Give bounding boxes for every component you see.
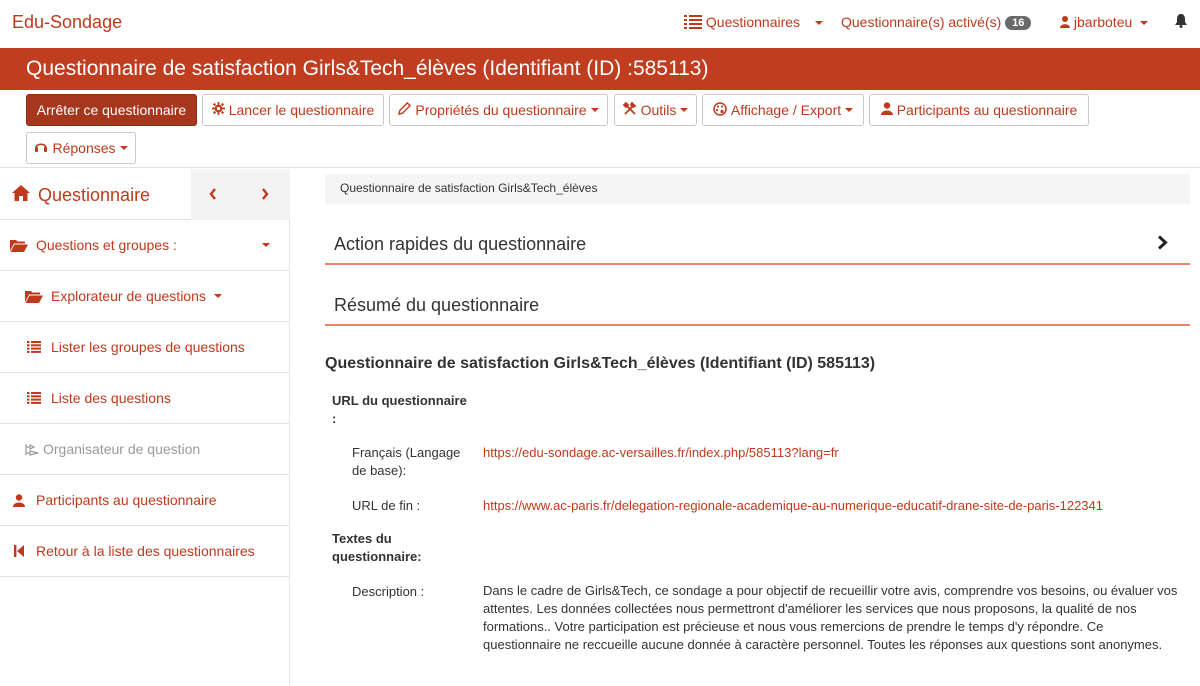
survey-toolbar [0, 90, 1200, 168]
launch-survey-label: Lancer le questionnaire [228, 102, 375, 118]
tools-button[interactable] [614, 94, 697, 126]
language-label-line1: Français (Langage [352, 445, 461, 460]
sidebar-item-label: Lister les groupes de questions [51, 339, 245, 355]
bell-icon[interactable] [1175, 14, 1187, 31]
end-url-label: URL de fin : [352, 498, 421, 513]
sidebar-item-label: Organisateur de question [43, 441, 201, 457]
user-name: jbarboteu [1073, 14, 1133, 30]
sidebar-title-label: Questionnaire [38, 185, 151, 205]
summary-panel-header [325, 283, 1190, 326]
surveys-menu-label: Questionnaires [705, 14, 801, 30]
launch-survey-button[interactable] [202, 94, 384, 126]
active-surveys-label: Questionnaire(s) activé(s) [841, 14, 1002, 30]
chevron-down-icon[interactable] [815, 14, 823, 30]
sidebar-item-label: Liste des questions [51, 390, 171, 406]
language-label-line2: de base): [352, 463, 407, 478]
list-icon [25, 341, 43, 353]
responses-button[interactable] [26, 132, 136, 164]
chevron-down-icon [845, 108, 853, 112]
chevron-down-icon [1140, 21, 1148, 25]
chevron-down-icon [591, 108, 599, 112]
user-icon [1060, 15, 1070, 31]
quick-actions-heading: Action rapides du questionnaire [334, 234, 587, 254]
top-navbar [0, 0, 1200, 46]
tools-icon [623, 102, 637, 119]
sidebar-item-label: Participants au questionnaire [36, 492, 217, 508]
sidebar-item-label: Questions et groupes : [36, 237, 177, 253]
sidebar-item-back-to-list[interactable] [0, 526, 290, 577]
language-label [352, 444, 460, 480]
pencil-icon [398, 102, 411, 118]
survey-url-label-line1: URL du questionnaire [332, 393, 467, 408]
sidebar-item-question-list[interactable] [0, 373, 290, 424]
survey-texts-label-line1: Textes du [332, 531, 392, 546]
description-text: Dans le cadre de Girls&Tech, ce sondage a pour objectif de recueillir votre avis, comprendre vos besoins, ou évaluer vos attentes. Les données collectées nous permettront d'améliorer les services que nous proposons, la qualité de nos formations.. Votre participation est précieuse et nous vous remercions de prendre le temps d'y répondre. Ce questionnaire ne reccueille aucune donnée à caractère personnel. Toutes les réponses aux questions sont anonymes. [483, 583, 1178, 652]
participants-label: Participants au questionnaire [896, 102, 1078, 118]
surveys-menu[interactable] [684, 14, 800, 32]
page-title: Questionnaire de satisfaction Girls&Tech_élèves (Identifiant (ID) :585113) [26, 57, 709, 80]
sidebar-item-question-organizer [0, 424, 290, 475]
survey-url-link[interactable]: https://edu-sondage.ac-versailles.fr/index.php/585113?lang=fr [483, 445, 839, 460]
quick-actions-panel[interactable] [325, 222, 1190, 265]
sidebar [0, 169, 290, 686]
survey-url-label-line2: : [332, 411, 337, 426]
chevron-down-icon [120, 146, 128, 150]
survey-texts-label [332, 530, 422, 566]
sidebar-item-list-groups[interactable] [0, 322, 290, 373]
chevron-down-icon [262, 243, 270, 247]
stop-survey-button[interactable] [26, 94, 197, 126]
summary-heading: Résumé du questionnaire [334, 295, 540, 315]
tools-label: Outils [640, 102, 677, 118]
sidebar-item-label: Retour à la liste des questionnaires [36, 543, 255, 559]
display-export-label: Affichage / Export [730, 102, 842, 118]
chevron-down-icon [214, 294, 222, 298]
active-surveys-link[interactable] [841, 14, 1031, 30]
end-url-link[interactable]: https://www.ac-paris.fr/delegation-regionale-academique-au-numerique-educatif-drane-site-de-paris-122341 [483, 498, 1103, 513]
sidebar-header [0, 169, 290, 220]
survey-properties-label: Propriétés du questionnaire [415, 102, 587, 118]
sidebar-title[interactable] [12, 185, 150, 206]
chevron-left-icon[interactable] [209, 187, 217, 203]
survey-url-label [332, 392, 467, 428]
sidebar-item-label: Explorateur de questions [51, 288, 206, 304]
folder-open-icon [25, 290, 43, 303]
responses-label: Réponses [52, 140, 116, 156]
sidebar-nav-arrows [191, 169, 290, 220]
stop-survey-label: Arrêter ce questionnaire [36, 102, 187, 118]
list-icon [25, 392, 43, 404]
survey-properties-button[interactable] [389, 94, 608, 126]
step-backward-icon [10, 545, 28, 557]
survey-summary-title: Questionnaire de satisfaction Girls&Tech_élèves (Identifiant (ID) 585113) [325, 355, 876, 372]
sidebar-item-questions-groups[interactable] [0, 220, 290, 271]
active-count-badge: 16 [1005, 16, 1031, 30]
description-label: Description : [352, 584, 425, 599]
chevron-right-icon [1157, 235, 1168, 253]
participants-button[interactable] [869, 94, 1089, 126]
survey-title-bar [0, 48, 1200, 90]
headset-icon [34, 140, 48, 157]
display-export-button[interactable] [702, 94, 864, 126]
sidebar-item-question-explorer[interactable] [0, 271, 290, 322]
breadcrumb[interactable]: Questionnaire de satisfaction Girls&Tech_élèves [325, 174, 1190, 204]
gear-icon [212, 102, 225, 118]
palette-icon [713, 102, 727, 119]
home-icon [12, 185, 30, 206]
list-icon [684, 15, 702, 32]
chevron-down-icon [680, 108, 688, 112]
main-content [325, 169, 1190, 686]
organizer-icon [25, 443, 39, 456]
sidebar-item-participants[interactable] [0, 475, 290, 526]
user-icon [10, 494, 28, 507]
chevron-right-icon[interactable] [261, 187, 269, 203]
brand-logo[interactable]: Edu-Sondage [12, 12, 123, 32]
folder-open-icon [10, 239, 28, 252]
survey-texts-label-line2: questionnaire: [332, 549, 422, 564]
user-icon [881, 102, 893, 118]
user-menu[interactable] [1060, 14, 1148, 31]
